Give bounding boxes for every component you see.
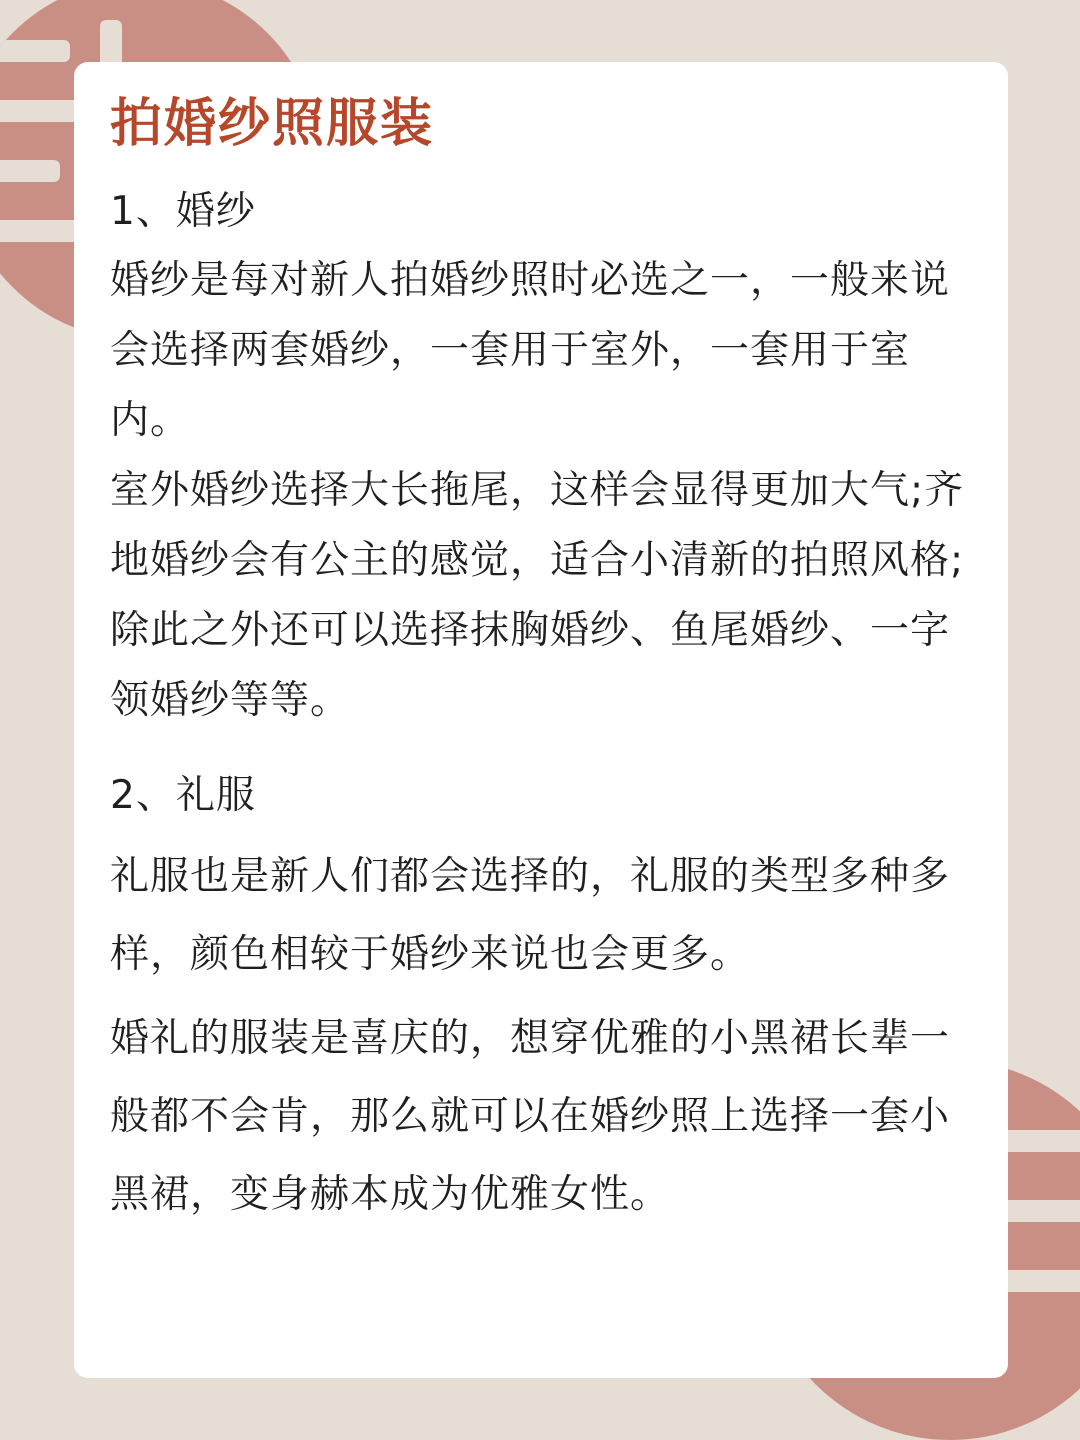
content-card: [74, 62, 1008, 1378]
paragraph: 婚礼的服装是喜庆的，想穿优雅的小黑裙长辈一般都不会肯，那么就可以在婚纱照上选择一套小黑裙，变身赫本成为优雅女性。: [110, 1016, 951, 1217]
paragraph: 婚纱是每对新人拍婚纱照时必选之一，一般来说会选择两套婚纱，一套用于室外，一套用于室内。: [110, 258, 951, 443]
page-title: 拍婚纱照服装: [110, 94, 435, 154]
section-wedding-dress: [110, 178, 976, 736]
paragraph: 除此之外还可以选择抹胸婚纱、鱼尾婚纱、一字领婚纱等等。: [110, 608, 951, 723]
article-body: [110, 178, 976, 1234]
paragraph: 礼服也是新人们都会选择的，礼服的类型多种多样，颜色相较于婚纱来说也会更多。: [110, 854, 951, 977]
section-heading: 2、礼服: [110, 773, 256, 818]
section-heading: 1、婚纱: [110, 189, 256, 234]
section-gown: [110, 762, 976, 1234]
paragraph: 室外婚纱选择大长拖尾，这样会显得更加大气;齐地婚纱会有公主的感觉，适合小清新的拍照风格;: [110, 468, 965, 583]
